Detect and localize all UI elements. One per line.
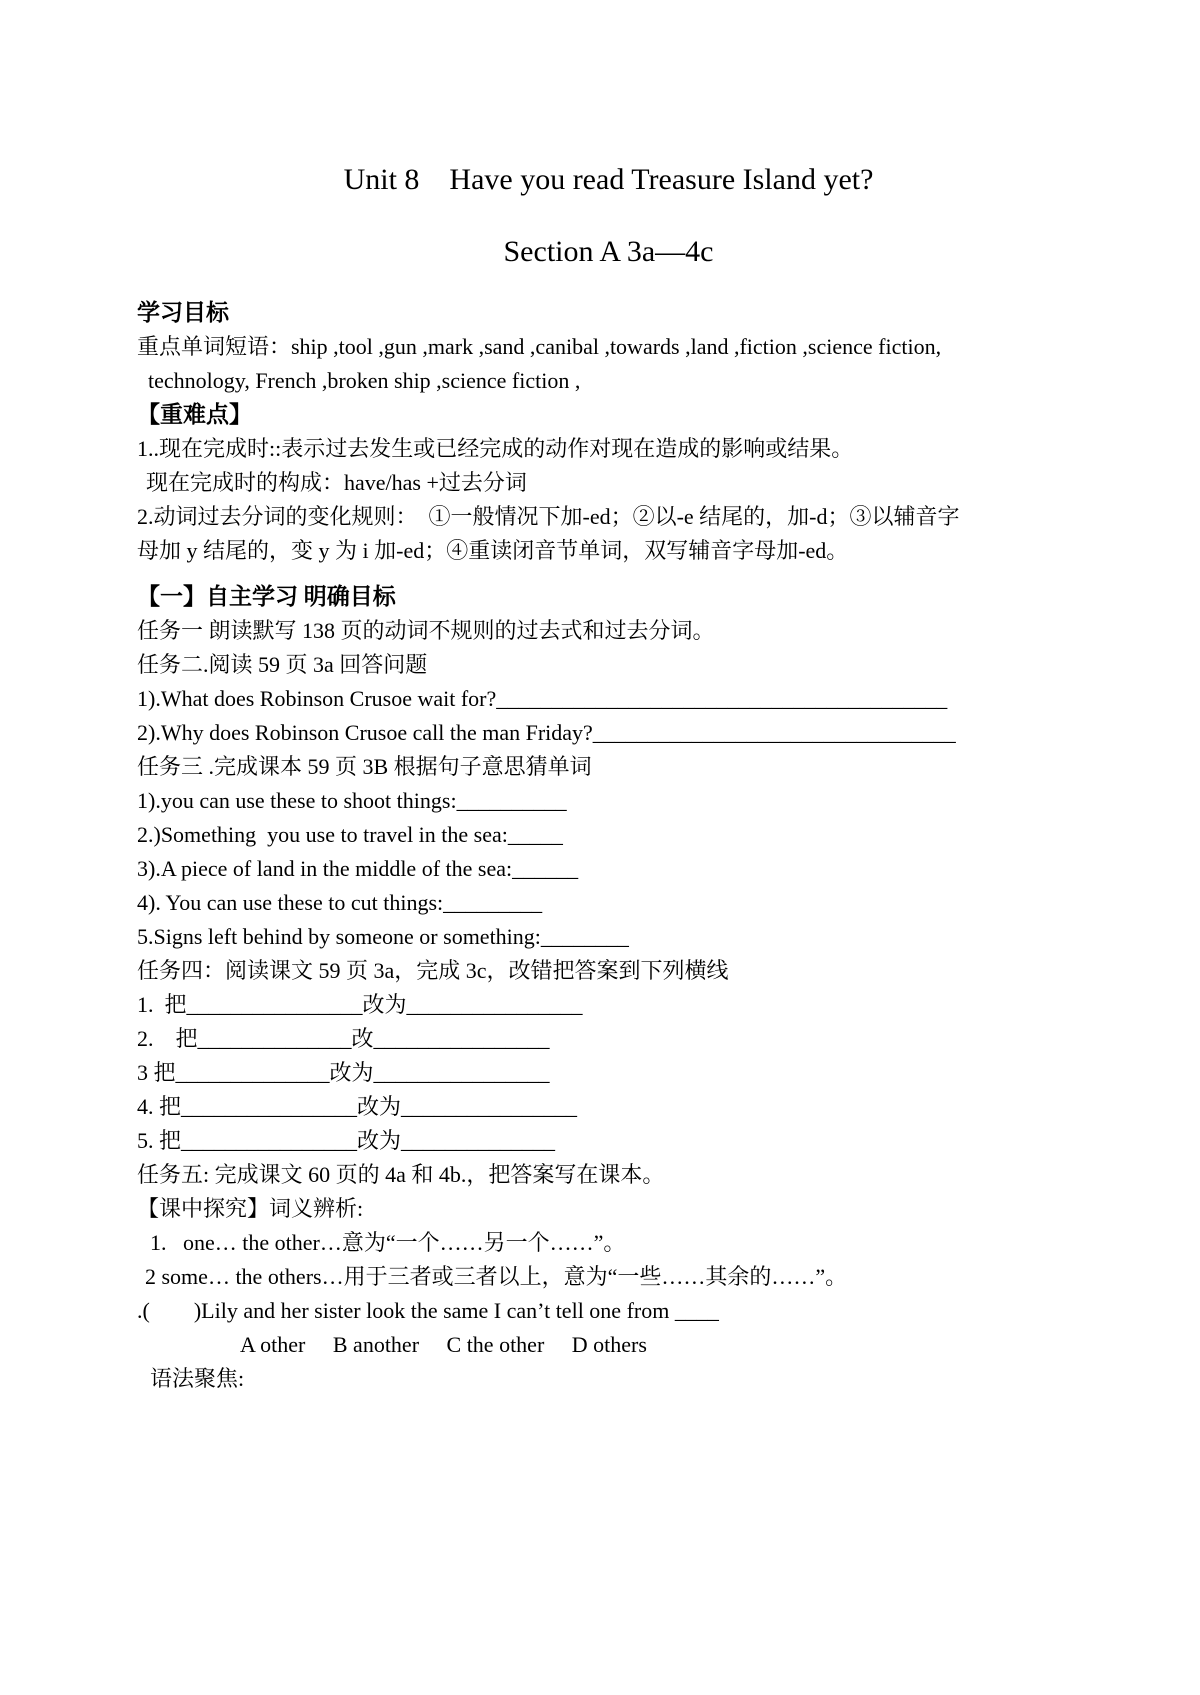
doc-line: 重点单词短语：ship ,tool ,gun ,mark ,sand ,canibal ,towards ,land ,fiction ,science fiction, — [137, 334, 942, 359]
doc-line: 语法聚焦: — [150, 1366, 245, 1391]
doc-line: 1..现在完成时::表示过去发生或已经完成的动作对现在造成的影响或结果。 — [137, 436, 854, 461]
doc-line: A other B another C the other D others — [240, 1332, 647, 1357]
doc-line: 2.动词过去分词的变化规则： ①一般情况下加-ed；②以-e 结尾的，加-d；③以辅音字 — [137, 504, 960, 529]
doc-line: 5. 把________________改为______________ — [137, 1128, 556, 1153]
doc-line: 4. 把________________改为________________ — [137, 1094, 578, 1119]
document-title: Unit 8 Have you read Treasure Island yet? — [343, 163, 874, 196]
doc-line: 2.)Something you use to travel in the sea:_____ — [137, 822, 563, 847]
doc-heading-line: 学习目标 — [137, 300, 229, 325]
doc-line: technology, French ,broken ship ,science fiction , — [148, 368, 581, 393]
doc-line: 1).you can use these to shoot things:__________ — [137, 788, 567, 813]
doc-line: 任务一 朗读默写 138 页的动词不规则的过去式和过去分词。 — [137, 618, 715, 643]
document-body — [137, 296, 1087, 1396]
doc-line: 2. 把______________改________________ — [137, 1026, 550, 1051]
doc-heading-line: 【重难点】 — [137, 402, 252, 427]
doc-line: 任务四：阅读课文 59 页 3a，完成 3c，改错把答案到下列横线 — [137, 958, 729, 983]
doc-line: 任务五: 完成课文 60 页的 4a 和 4b.，把答案写在课本。 — [137, 1162, 665, 1187]
doc-line: 母加 y 结尾的，变 y 为 i 加-ed；④重读闭音节单词，双写辅音字母加-ed。 — [137, 538, 849, 563]
doc-heading-line: 【一】自主学习 明确目标 — [137, 584, 396, 609]
document-subtitle: Section A 3a—4c — [503, 235, 714, 268]
doc-line: 1).What does Robinson Crusoe wait for?_________________________________________ — [137, 686, 948, 711]
doc-line: 现在完成时的构成：have/has +过去分词 — [146, 470, 527, 495]
doc-line: 【课中探究】词义辨析: — [137, 1196, 364, 1221]
doc-line: 任务二.阅读 59 页 3a 回答问题 — [137, 652, 428, 677]
doc-line: 1. 把________________改为________________ — [137, 992, 583, 1017]
doc-line: .( )Lily and her sister look the same I can’t tell one from ____ — [137, 1298, 719, 1323]
doc-line: 4). You can use these to cut things:_________ — [137, 890, 543, 915]
doc-line: 5.Signs left behind by someone or something:________ — [137, 924, 629, 949]
doc-line: 3 把______________改为________________ — [137, 1060, 550, 1085]
doc-line: 1. one… the other…意为“一个……另一个……”。 — [150, 1230, 626, 1255]
doc-line: 2 some… the others…用于三者或三者以上，意为“一些……其余的……”。 — [145, 1264, 848, 1289]
doc-line: 任务三 .完成课本 59 页 3B 根据句子意思猜单词 — [137, 754, 592, 779]
doc-line: 2).Why does Robinson Crusoe call the man Friday?_________________________________ — [137, 720, 956, 745]
doc-line: 3).A piece of land in the middle of the sea:______ — [137, 856, 579, 881]
